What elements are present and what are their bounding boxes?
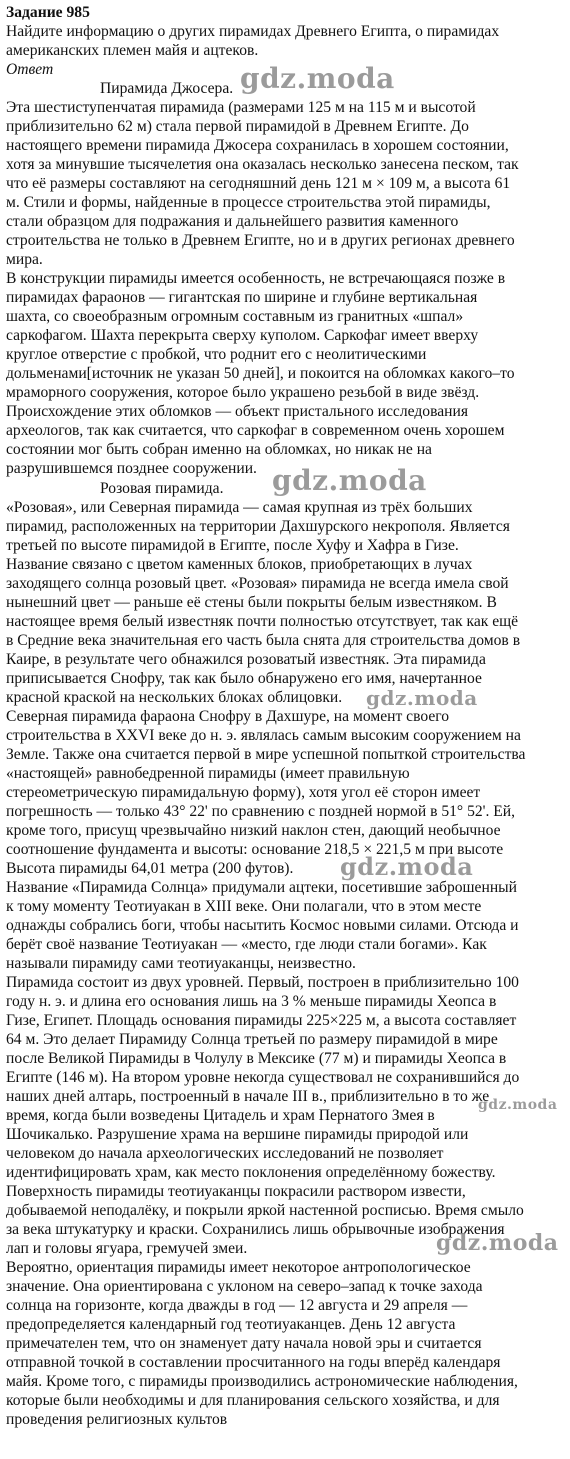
text-line: Земле. Также она считается первой в мире успешной попыткой строительства: [6, 746, 526, 763]
text-line: 64 м. Это делает Пирамиду Солнца третьей по размеру пирамидой в мире: [6, 1031, 498, 1048]
text-line: стереометрическую пирамидальную форму), хотя угол её сторон имеет: [6, 784, 481, 801]
text-line: круглое отверстие с пробкой, что роднит его с неолитическими: [6, 346, 427, 363]
text-line: отправной точкой в составлении просчитанного на годы вперёд календаря: [6, 1354, 501, 1371]
watermark-gdz-moda: gdz.moda: [436, 1230, 559, 1256]
text-line: пирамид, расположенных на территории Дахшурского некрополя. Является: [6, 518, 510, 535]
watermark-gdz-moda: gdz.moda: [340, 852, 474, 881]
task-title: Задание 985: [6, 4, 90, 21]
text-line: Поверхность пирамиды теотиуаканцы покрасили раствором извести,: [6, 1183, 466, 1200]
text-line: к тому моменту Теотиуакан в XIII веке. Они полагали, что в этом месте: [6, 898, 482, 915]
question-line: Найдите информацию о других пирамидах Древнего Египта, о пирамидах: [6, 23, 500, 40]
text-line: майя. Кроме того, с пирамиды производились астрономические наблюдения,: [6, 1373, 518, 1390]
text-line: пирамидах фараонов — гигантская по ширине и глубине вертикальная: [6, 289, 478, 306]
text-line: предопределяется календарный год теотиуаканцев. День 12 августа: [6, 1316, 456, 1333]
text-line: Высота пирамиды 64,01 метра (200 футов).: [6, 860, 294, 877]
text-line: м. Стили и формы, найденные в процессе строительства этой пирамиды,: [6, 194, 491, 211]
text-line: приписывается Снофру, так как было обнаружено его имя, начертанное: [6, 670, 482, 687]
text-line: которые были необходимы и для планирования сельского хозяйства, и для: [6, 1392, 500, 1409]
watermark-gdz-moda: gdz.moda: [240, 62, 395, 95]
text-line: после Великой Пирамиды в Чолулу в Мексике (77 м) и пирамиды Хеопса в: [6, 1050, 507, 1067]
text-line: Вероятно, ориентация пирамиды имеет некоторое антропологическое: [6, 1259, 471, 1276]
text-line: Шочикалько. Разрушение храма на вершине пирамиды природой или: [6, 1126, 469, 1143]
text-line: шахта, со своеобразным огромным составным из гранитных «шпал»: [6, 308, 464, 325]
text-line: заходящего солнца розовый цвет. «Розовая» пирамида не всегда имела свой: [6, 575, 509, 592]
text-line: Пирамида состоит из двух уровней. Первый, построен в приблизительно 100: [6, 974, 519, 991]
section-heading-djoser: Пирамида Джосера.: [100, 80, 234, 97]
watermark-gdz-moda: gdz.moda: [272, 464, 427, 497]
text-line: археологов, так как считается, что саркофаг в современном очень хорошем: [6, 422, 505, 439]
text-line: соотношение фундамента и высоты: основание 218,5 × 221,5 м при высоте: [6, 841, 504, 858]
text-line: стали образцом для подражания и дальнейшего развития каменного: [6, 213, 459, 230]
text-line: саркофагом. Шахта перекрыта сверху куполом. Саркофаг имеет вверху: [6, 327, 479, 344]
text-line: нынешний цвет — раньше её стены были покрыты белым известняком. В: [6, 594, 497, 611]
question-line: американских племен майя и ацтеков.: [6, 42, 259, 59]
text-line: человеком до начала археологических исследований не позволяет: [6, 1145, 444, 1162]
text-line: Происхождение этих обломков — объект пристального исследования: [6, 403, 469, 420]
text-line: дольменами[источник не указан 50 дней], и покоится на обломках какого‒то: [6, 365, 515, 382]
text-line: строительства в XXVI веке до н. э. являлась самым высоким сооружением на: [6, 727, 521, 744]
text-line: приблизительно 62 м) стала первой пирамидой в Древнем Египте. До: [6, 118, 469, 135]
text-line: называли пирамиду сами теотиуаканцы, неизвестно.: [6, 955, 356, 972]
text-line: погрешность — только 43° 22' по сравнению с поздней нормой в 51° 52'. Ей,: [6, 803, 516, 820]
text-line: Северная пирамида фараона Снофру в Дахшуре, на момент своего: [6, 708, 450, 725]
text-line: кроме того, присущ чрезвычайно низкий наклон стен, дающий необычное: [6, 822, 501, 839]
text-line: Гизе, Египет. Площадь основания пирамиды 225×225 м, а высота составляет: [6, 1012, 517, 1029]
watermark-gdz-moda: gdz.moda: [366, 686, 478, 710]
text-line: в Средние века значительная его часть была снята для строительства домов в: [6, 632, 521, 649]
text-line: строительства не только в Древнем Египте, но и в других регионах древнего: [6, 232, 515, 249]
text-line: «настоящей» равнобедренной пирамиды (имеет правильную: [6, 765, 410, 782]
text-line: настоящее время белый известняк почти полностью отсутствует, так как ещё: [6, 613, 519, 630]
text-line: Название «Пирамида Солнца» придумали ацтеки, посетившие заброшенный: [6, 879, 517, 896]
text-line: состоянии мог быть собран именно на обломках, но никак не на: [6, 441, 432, 458]
text-line: В конструкции пирамиды имеется особенность, не встречающаяся позже в: [6, 270, 506, 287]
text-line: лап и головы ягуара, гремучей змеи.: [6, 1240, 248, 1257]
text-line: однажды собрались боги, чтобы насытить Космос новыми силами. Отсюда и: [6, 917, 519, 934]
text-line: Египте (146 м). На втором уровне некогда существовал не сохранившийся до: [6, 1069, 520, 1086]
text-line: за века штукатурку и краски. Сохранились лишь обрывочные изображения: [6, 1221, 505, 1238]
text-line: настоящего времени пирамида Джосера сохранилась в хорошем состоянии,: [6, 137, 509, 154]
text-line: примечателен тем, что он знаменует дату начала новой эры и считается: [6, 1335, 482, 1352]
text-line: что её размеры составляют на сегодняшний день 121 м × 109 м, а высота 61: [6, 175, 511, 192]
text-line: красной краской на нескольких блоках облицовки.: [6, 689, 343, 706]
watermark-gdz-moda: gdz.moda: [478, 1097, 558, 1113]
text-line: мраморного сооружения, которое было украшено резьбой в виде звёзд.: [6, 384, 480, 401]
text-line: «Розовая», или Северная пирамида — самая крупная из трёх больших: [6, 499, 473, 516]
answer-label: Ответ: [6, 61, 54, 78]
text-line: мира.: [6, 251, 43, 268]
text-line: Название связано с цветом каменных блоков, приобретающих в лучах: [6, 556, 473, 573]
text-line: добываемой неподалёку, и покрыли яркой настенной росписью. Время смыло: [6, 1202, 524, 1219]
text-line: третьей по высоте пирамидой в Египте, после Хуфу и Хафра в Гизе.: [6, 537, 459, 554]
text-line: берёт своё название Теотиуакан — «место, где люди стали богами». Как: [6, 936, 487, 953]
text-line: значение. Она ориентирована с уклоном на северо‒запад к точке захода: [6, 1278, 483, 1295]
section-heading-pink: Розовая пирамида.: [100, 480, 224, 497]
text-line: проведения религиозных культов: [6, 1411, 228, 1428]
text-line: Каире, в результате чего обнажился розоватый известняк. Эта пирамида: [6, 651, 486, 668]
text-line: хотя за минувшие тысячелетия она оказалась несколько занесена песком, так: [6, 156, 519, 173]
text-line: наших дней алтарь, построенный в начале III в., приблизительно в то же: [6, 1088, 490, 1105]
text-line: Эта шестиступенчатая пирамида (размерами 125 м на 115 м и высотой: [6, 99, 476, 116]
text-line: солнца на горизонте, когда дважды в год — 12 августа и 29 апреля —: [6, 1297, 468, 1314]
text-line: идентифицировать храм, как место поклонения определённому божеству.: [6, 1164, 496, 1181]
text-line: году н. э. и длина его основания лишь на 3 % меньше пирамиды Хеопса в: [6, 993, 497, 1010]
text-line: время, когда были возведены Цитадель и храм Пернатого Змея в: [6, 1107, 435, 1124]
text-line: разрушившемся позднее сооружении.: [6, 460, 257, 477]
